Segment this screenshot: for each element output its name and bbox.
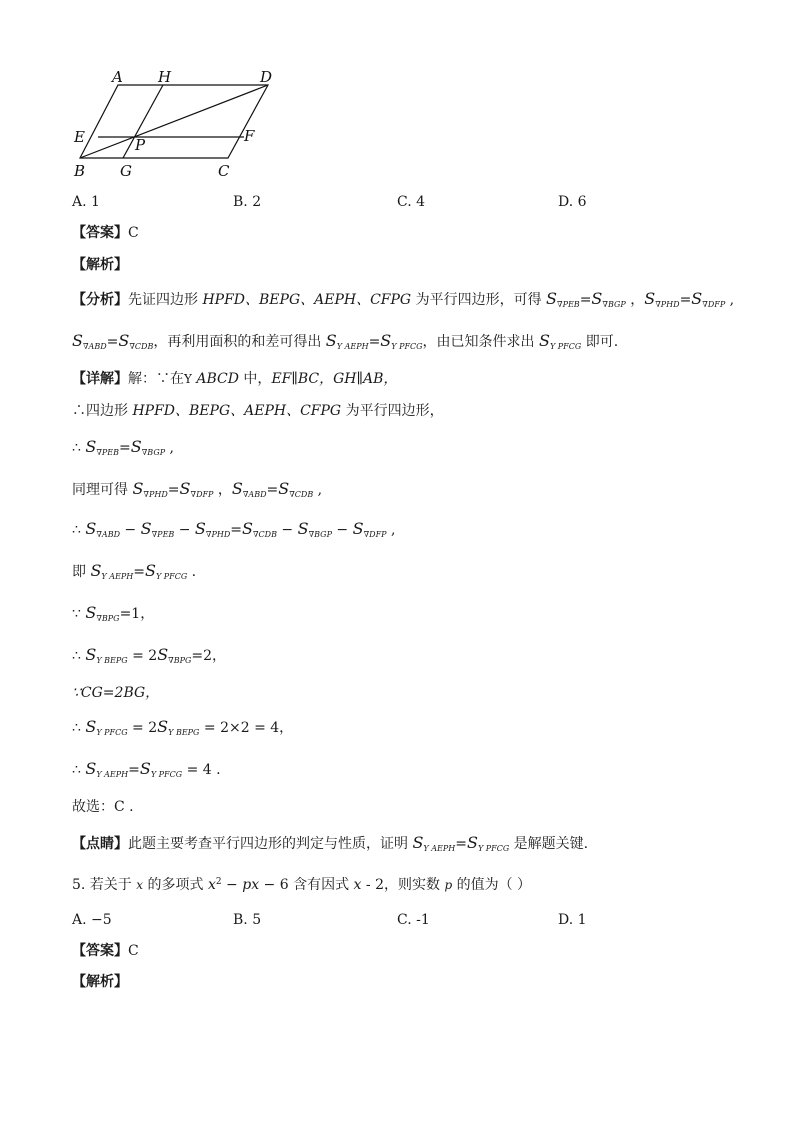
xiangjie-text: 解：∵在 [128,371,184,387]
q4-option-b: B. 2 [233,194,262,210]
q5-option-c: C. -1 [397,912,430,928]
q5-option-d: D. 1 [558,912,587,928]
q4-option-c: C. 4 [397,194,426,210]
xiangjie-text: 即 [72,564,91,580]
q5-stem: 5. 若关于 x 的多项式 $x^2$ − px − 6 含有因式 x - 2，则实数 p 的值为（ ） [72,877,532,893]
xiangjie-line-4: 同理可得 $S_{\nabla PHD}=S_{\nabla DFP}$ ，$S_{\nabla ABD}=S_{\nabla CDB}$ , [72,479,323,499]
label-F: F [244,127,255,145]
q5-text: 的值为（ ） [452,877,532,893]
parallelogram-figure [68,62,288,182]
q4-answer [72,224,139,242]
fenxi-text: ，再利用面积的和差可得出 [153,334,326,350]
q4-option-d: D. 6 [558,194,587,210]
jiexi-tag: 【解析】 [72,257,128,273]
jiexi-tag: 【解析】 [72,974,128,990]
xiangjie-line-7: ∵ $S_{\nabla BPG}=1$， [72,603,155,623]
q5-text: 的多项式 [143,877,208,893]
fenxi-line-2: $S_{\nabla ABD}=S_{\nabla CDB}$，再利用面积的和差可得出 $S_{Y AEPH}=S_{Y PFCG}$，由已知条件求出 $S_{Y PFCG}$ 即可. [72,331,619,351]
fenxi-text: ，由已知条件求出 [422,334,539,350]
answer-value: C [128,943,139,959]
xiangjie-line-10: ∴ $S_{Y PFCG} = 2S_{Y BEPG} = 2\times 2 = 4$， [72,717,294,737]
q5-option-b: B. 5 [233,912,262,928]
xiangjie-line-8: ∴ $S_{Y BEPG} = 2S_{\nabla BPG}=2$， [72,645,227,665]
answer-tag: 【答案】 [72,225,128,241]
answer-value: C [128,225,139,241]
fenxi-tag: 【分析】 [72,292,128,308]
label-P: P [135,136,146,154]
fenxi-text: 即可. [581,334,619,350]
xiangjie-line-3: ∴ $S_{\nabla PEB}=S_{\nabla BGP}$ , [72,437,175,457]
xiangjie-abcd: ABCD [196,371,239,387]
label-D: D [260,68,273,86]
xiangjie-line-6: 即 $S_{Y AEPH}=S_{Y PFCG}$ . [72,561,197,581]
dianjing-line: 【点睛】此题主要考查平行四边形的判定与性质，证明 $S_{Y AEPH}=S_{Y PFCG}$ 是解题关键. [72,833,589,853]
xiangjie-parallel: EF∥BC，GH∥AB， [271,371,398,387]
dianjing-text: 此题主要考查平行四边形的判定与性质，证明 [128,836,413,852]
xiangjie-text: 中， [238,371,272,387]
q5-text: 含有因式 [288,877,354,893]
label-A: A [112,68,123,86]
xiangjie-line-1: 【详解】解：∵在Y ABCD 中，EF∥BC，GH∥AB， [72,371,398,387]
xiangjie-line-9: ∵CG=2BG， [72,685,160,701]
label-H: H [158,68,172,86]
q4-option-a: A. 1 [72,194,100,210]
dianjing-text: 是解题关键. [509,836,589,852]
xiangjie-text: =2， [191,648,227,664]
q5-text: 5. 若关于 [72,877,137,893]
xiangjie-line-5: ∴ $S_{\nabla ABD} - S_{\nabla PEB} - S_{\nabla PHD}=S_{\nabla CDB} - S_{\nabla BGP} - S_{\nabla DFP}$ , [72,519,396,539]
xiangjie-text: = 4 . [182,762,221,778]
xiangjie-line-11: ∴ $S_{Y AEPH}=S_{Y PFCG} = 4$ . [72,759,221,779]
q5-answer [72,942,139,960]
xiangjie-tag: 【详解】 [72,371,128,387]
parallelogram-diagram [68,62,288,182]
xiangjie-text: 同理可得 [72,482,133,498]
xiangjie-text: 为平行四边形， [341,403,444,419]
q5-text: ，则实数 [384,877,445,893]
fenxi-text: 先证四边形 [128,292,203,308]
label-B: B [74,162,86,180]
fenxi-text: 为平行四边形，可得 [411,292,547,308]
xiangjie-text: = 2×2 = 4， [199,720,294,736]
xiangjie-text: =1， [119,606,155,622]
q5-option-a: A. −5 [72,912,112,928]
label-G: G [120,162,132,180]
q4-jiexi [72,256,128,274]
dianjing-tag: 【点睛】 [72,836,128,852]
guxuan-line: 故选：C . [72,799,134,815]
xiangjie-line-2 [72,402,444,420]
fenxi-quads: HPFD、BEPG、AEPH、CFPG [202,292,412,308]
fenxi-line-1: 【分析】先证四边形 HPFD、BEPG、AEPH、CFPG 为平行四边形，可得 $S_{\nabla PEB}=S_{\nabla BGP}$ ，$S_{\nabla PHD}=S_{\nabla DFP}$ , [72,289,735,309]
q5-jiexi [72,973,128,991]
label-E: E [74,128,85,146]
xiangjie-quads: HPFD、BEPG、AEPH、CFPG [132,403,342,419]
label-C: C [218,162,230,180]
xiangjie-text: ∴四边形 [72,403,133,419]
answer-tag: 【答案】 [72,943,128,959]
